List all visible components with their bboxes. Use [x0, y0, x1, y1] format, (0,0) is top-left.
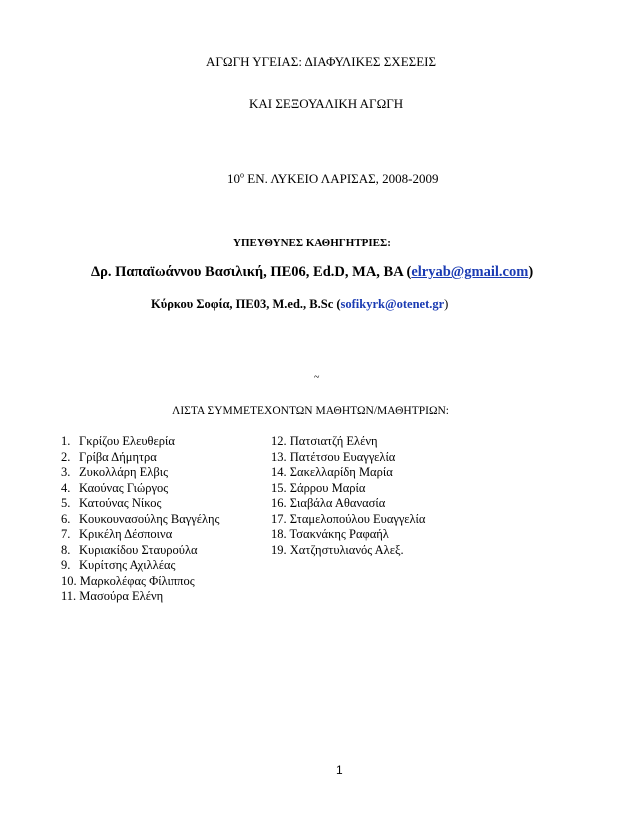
teacher-1	[91, 264, 533, 281]
teacher-1-name: Δρ. Παπαϊωάννου Βασιλική, ΠΕ06, Ed.D, MA, BA (	[91, 264, 412, 280]
school-superscript: ο	[240, 170, 244, 180]
list-item: 1. Γκρίζου Ελευθερία	[61, 434, 175, 448]
list-item: 4. Καούνας Γιώργος	[61, 480, 169, 495]
list-item: 7. Κρικέλη Δέσποινα	[61, 527, 173, 541]
list-item: 11. Μασούρα Ελένη	[61, 589, 164, 603]
school-number: 10	[227, 171, 240, 186]
list-item: 5. Κατούνας Νίκος	[61, 496, 162, 510]
list-item: 6. Κουκουνασούλης Βαγγέλης	[61, 511, 220, 526]
list-item: 17. Σταμελοπούλου Ευαγγελία	[271, 511, 426, 526]
list-item: 9. Κυρίτσης Αχιλλέας	[61, 558, 176, 572]
teacher-2-name: Κύρκου Σοφία, ΠΕ03, M.ed., B.Sc (	[151, 297, 341, 311]
students-heading: ΛΙΣΤΑ ΣΥΜΜΕΤΕΧΟΝΤΩΝ ΜΑΘΗΤΩΝ/ΜΑΘΗΤΡΙΩΝ:	[172, 405, 449, 417]
teacher-1-email-link[interactable]: elryab@gmail.com	[411, 264, 529, 280]
school-rest: ΕΝ. ΛΥΚΕΙΟ ΛΑΡΙΣΑΣ, 2008-2009	[244, 171, 439, 186]
list-item: 19. Χατζηστυλιανός Αλεξ.	[271, 542, 404, 557]
title-line-2: ΚΑΙ ΣΕΞΟΥΑΛΙΚΗ ΑΓΩΓΗ	[249, 96, 404, 111]
list-item: 8. Κυριακίδου Σταυρούλα	[61, 542, 198, 557]
list-item: 18. Τσακνάκης Ραφαήλ	[271, 527, 389, 541]
teacher-2-email-link[interactable]: sofikyrk@otenet.gr	[340, 297, 445, 311]
list-item: 15. Σάρρου Μαρία	[271, 480, 366, 495]
teacher-2	[151, 297, 448, 312]
list-item: 14. Σακελλαρίδη Μαρία	[271, 465, 393, 479]
page-number: 1	[336, 763, 343, 777]
list-item: 13. Πατέτσου Ευαγγελία	[271, 449, 396, 464]
teachers-heading: ΥΠΕΥΘΥΝΕΣ ΚΑΘΗΓΗΤΡΙΕΣ:	[233, 237, 391, 249]
title-line-1: ΑΓΩΓΗ ΥΓΕΙΑΣ: ΔΙΑΦΥΛΙΚΕΣ ΣΧΕΣΕΙΣ	[206, 54, 437, 69]
list-item: 10. Μαρκολέφας Φίλιππος	[61, 573, 195, 588]
school-line	[227, 171, 439, 187]
teacher-1-close: )	[528, 264, 534, 280]
list-item: 12. Πατσιατζή Ελένη	[271, 434, 378, 448]
students-left-list	[61, 434, 220, 605]
list-item: 2. Γρίβα Δήμητρα	[61, 449, 157, 464]
students-right-list	[271, 434, 425, 558]
list-item: 16. Σιαβάλα Αθανασία	[271, 496, 386, 510]
list-item: 3. Ζυκολλάρη Ελβις	[61, 465, 169, 479]
teacher-2-close: )	[444, 297, 449, 311]
small-mark: ~	[314, 372, 320, 383]
